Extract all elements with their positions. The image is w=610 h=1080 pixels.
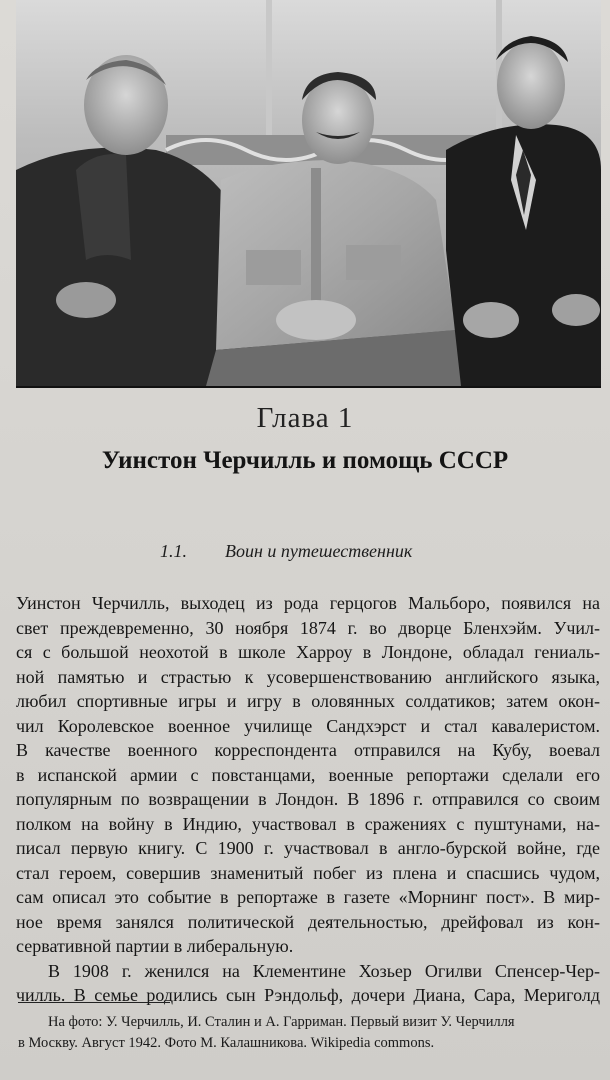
body-text — [16, 591, 600, 1008]
text-line: В 1908 г. женился на Клементине Хозьер Огилви Спенсер-Чер- — [48, 960, 600, 981]
text-line: свет преждевременно, 30 ноября 1874 г. во дворце Бленхэйм. Учил- — [16, 617, 600, 638]
text-line: ное время занялся политической деятельностью, дрейфовал из кон- — [16, 911, 600, 932]
historical-photo — [16, 0, 601, 388]
text-line: в испанской армии с повстанцами, военные репортажи сделали его — [16, 764, 600, 785]
footnote-line: На фото: У. Черчилль, И. Сталин и А. Гарриман. Первый визит У. Черчилля — [48, 1014, 515, 1030]
text-line: чилль. В семье родились сын Рэндольф, дочери Диана, Сара, Мериголд — [16, 985, 600, 1005]
text-line: Уинстон Черчилль, выходец из рода герцогов Мальборо, появился на — [16, 593, 600, 613]
photo-illustration — [16, 0, 601, 386]
section-heading — [160, 541, 412, 562]
text-line: популярным по возвращении в Лондон. В 1896 г. отправился со своим — [16, 789, 600, 809]
footnote — [18, 1012, 600, 1054]
text-line: писал первую книгу. С 1900 г. участвовал в англо-бурской войне, где — [16, 838, 600, 858]
text-line: стал героем, совершив знаменитый побег из плена и спасшись чудом, — [16, 862, 600, 883]
text-line: полком на войну в Индию, участвовал в сражениях с пуштунами, на- — [16, 813, 600, 834]
chapter-label: Глава 1 — [256, 402, 354, 434]
text-line: ся с большой неохотой в школе Харроу в Лондоне, обладал гениаль- — [16, 642, 600, 662]
section-number: 1.1. — [160, 541, 187, 561]
text-line: ной памятью и страстью к усовершенствованию английского языка, — [16, 666, 600, 687]
chapter-title: Уинстон Черчилль и помощь СССР — [101, 447, 509, 474]
section-title: Воин и путешественник — [225, 541, 413, 561]
footnote-rule — [18, 1002, 170, 1003]
text-line: В качестве военного корреспондента отправился на Кубу, воевал — [16, 740, 600, 760]
text-line: чил Королевское военное училище Сандхэрст и стал кавалеристом. — [16, 715, 600, 736]
text-line: сам описал это событие в репортаже в газете «Морнинг пост». В мир- — [16, 887, 600, 907]
text-line: сервативной партии в либеральную. — [16, 936, 294, 956]
text-line: любил спортивные игры и игру в оловянных солдатиков; затем окон- — [16, 691, 600, 711]
footnote-line: в Москву. Август 1942. Фото М. Калашникова. Wikipedia commons. — [18, 1035, 435, 1051]
